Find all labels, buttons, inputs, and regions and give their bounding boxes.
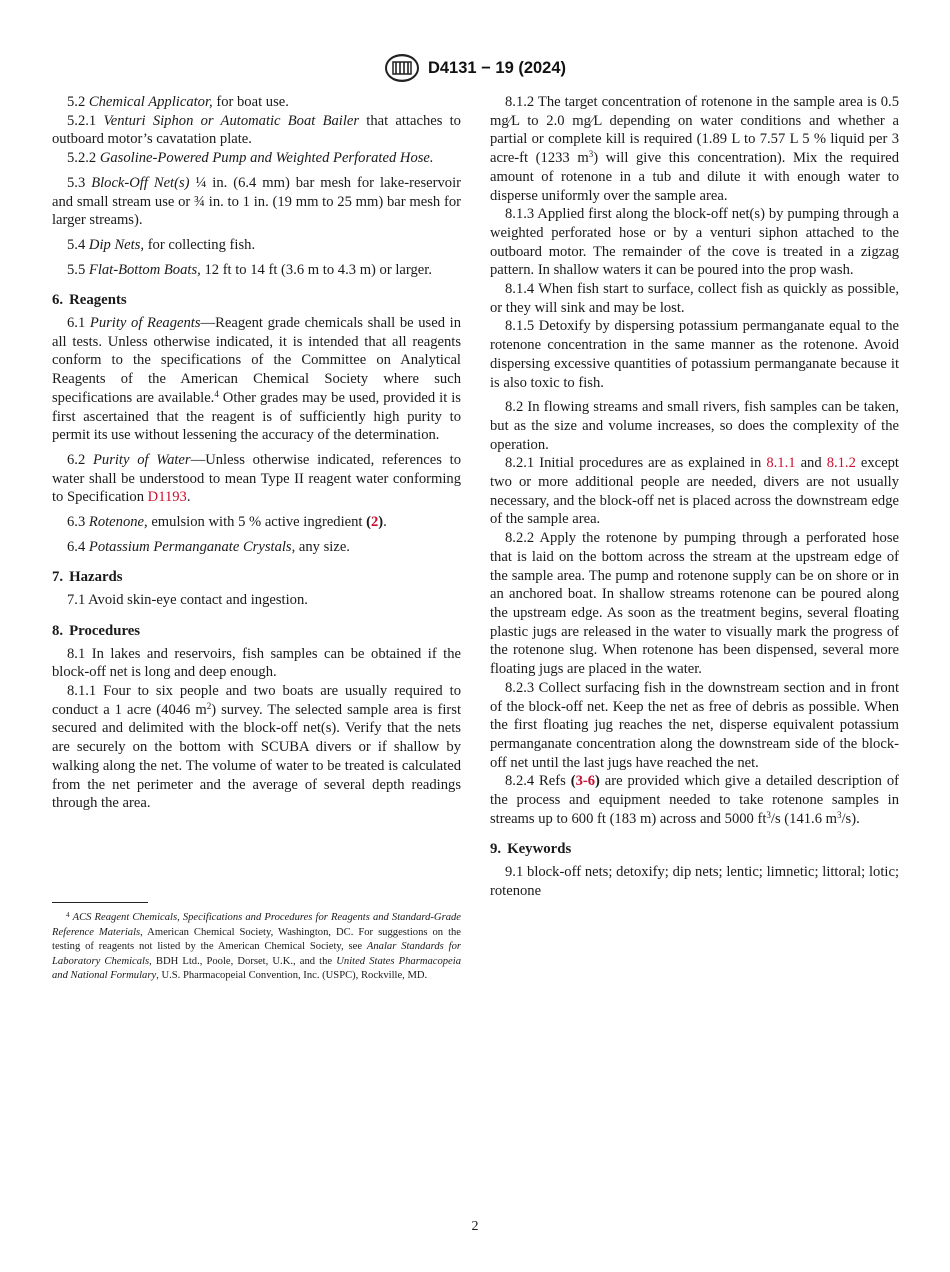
heading-keywords: 9. Keywords (490, 841, 572, 858)
section-8-1-5: 8.1.5 Detoxify by dispersing potassium permanganate equal to the rotenone concentration in the same manner as the rotenone. Avoid dispersing excessive quantities of potassium permanganate because it is also toxic to fish. (490, 318, 899, 391)
astm-logo-icon (384, 53, 420, 83)
link-8-1-1[interactable]: 8.1.1 (766, 455, 796, 472)
document-designation: D4131 − 19 (2024) (427, 58, 567, 77)
heading-hazards: 7. Hazards (52, 569, 123, 586)
section-8-1-3: 8.1.3 Applied first along the block-off net(s) by pumping through a weighted perforated hose or by a venturi siphon attached to the outboard motor. The remainder of the cove is treated in a zigzag pattern. In shallow waters it can be poured into the prop wash. (490, 206, 899, 279)
section-8-2-4: 8.2.4 Refs (3-6) are provided which give a detailed description of the process and equipment needed to take rotenone samples in streams up to 600 ft (183 m) across and 5000 $ft^3/s$ (141.6 $m^3/s$). (490, 773, 899, 827)
section-5-5: 5.5 Flat-Bottom Boats, 12 ft to 14 ft (3.6 m to 4.3 m) or larger. (67, 261, 432, 278)
section-6-2: 6.2 Purity of Water—Unless otherwise indicated, references to water shall be understood to mean Type II reagent water conforming to Specification D1193. (52, 451, 461, 506)
heading-reagents: 6. Reagents (52, 292, 127, 309)
section-7-1: 7.1 Avoid skin-eye contact and ingestion. (67, 592, 308, 609)
section-8-1-2: 8.1.2 The target concentration of rotenone in the sample area is 0.5 mg⁄L to 2.0 mg⁄L depending on water conditions and whether a partial or complete kill is required (1.89 L to 7.57 L 5 % liquid per 3 acre-ft (1233 $m^3$) will give this concentration). Mix the required amount of rotenone in a tub and dilute it with enough water to disperse uniformly over the sample area. (490, 94, 899, 204)
section-5-3: 5.3 Block-Off Net(s) ¼ in. (6.4 mm) bar mesh for lake-reservoir and small stream use or ¾ in. to 1 in. (19 mm to 25 mm) bar mesh for larger streams). (52, 174, 461, 229)
link-8-1-2[interactable]: 8.1.2 (826, 455, 856, 472)
ref-link-2[interactable]: 2 (371, 514, 379, 531)
section-5-2-1: 5.2.1 Venturi Siphon or Automatic Boat Bailer that attaches to outboard motor’s cavatation plate. (52, 112, 461, 148)
section-6-1: 6.1 Purity of Reagents—Reagent grade chemicals shall be used in all tests. Unless otherwise indicated, it is intended that all reagents conform to the specifications of the Committee on Analytical Reagents of the American Chemical Society where such specifications are available.$^4$ Other grades may be used, provided it is first ascertained that the reagent is of sufficiently high purity to permit its use without lessening the accuracy of the determination. (52, 315, 462, 444)
section-8-1-1: 8.1.1 Four to six people and two boats are usually required to conduct a 1 acre (4046 $m^2$) survey. The selected sample area is first secured and delimited with the block-off net(s). Verify that the nets are securely on the bottom with SCUBA divers or if shallow by walking along the net. The volume of water to be treated is calculated from the net perimeter and the average of several depth readings through the area. (52, 682, 461, 812)
link-d1193[interactable]: D1193 (147, 489, 187, 506)
section-5-2: 5.2 Chemical Applicator, for boat use. (67, 94, 289, 110)
section-8-2-3: 8.2.3 Collect surfacing fish in the downstream section and in front of the block-off net. Keep the net as free of debris as possible. When the first floating jug reaches the net, disperse equivalent potassium permanganate concentration along the downstream side of the block-off net until the last jugs have reached the net. (490, 679, 899, 771)
section-8-2: 8.2 In flowing streams and small rivers, fish samples can be taken, but as the size and volume increases, so does the complexity of the operation. (490, 399, 899, 453)
section-9-1: 9.1 block-off nets; detoxify; dip nets; lentic; limnetic; littoral; lotic; rotenone (490, 864, 899, 899)
footnote-divider (52, 902, 148, 903)
section-8-1: 8.1 In lakes and reservoirs, fish samples can be obtained if the block-off net is long and deep enough. (52, 645, 461, 681)
section-5-4: 5.4 Dip Nets, for collecting fish. (67, 236, 256, 253)
left-column (52, 93, 461, 813)
page-number: 2 (471, 1219, 479, 1234)
section-8-2-1: 8.2.1 Initial procedures are as explained in 8.1.1 and 8.1.2 except two or more additional people are needed, divers are not usually necessary, and the block-off net is placed across the downstream edge of the sample area. (490, 455, 899, 528)
heading-procedures: 8. Procedures (52, 622, 141, 639)
section-6-3: 6.3 Rotenone, emulsion with 5 % active ingredient (2). (67, 514, 387, 531)
section-5-2-2: 5.2.2 Gasoline-Powered Pump and Weighted Perforated Hose. (67, 150, 434, 167)
section-8-1-4: 8.1.4 When fish start to surface, collect fish as quickly as possible, or they will sink and may be lost. (490, 281, 899, 316)
right-column (490, 93, 899, 901)
ref-link-3-6[interactable]: 3-6 (575, 773, 596, 790)
section-8-2-2: 8.2.2 Apply the rotenone by pumping through a perforated hose that is laid on the bottom across the stream at the upstream edge of the sample area. The pump and rotenone supply can be on shore or in an anchored boat. In shallow streams rotenone can be poured along the upstream edge. As soon as the treatment begins, several floating plastic jugs are released in the water to visually mark the progress of the rotenone slug. When rotenone has been dispensed, several more floating jugs are placed in the water. (490, 530, 899, 678)
page-header (0, 52, 950, 84)
section-6-4: 6.4 Potassium Permanganate Crystals, any size. (67, 538, 350, 555)
footnote-4: $^4$ ACS Reagent Chemicals, Specifications and Procedures for Reagents and Standard-Grade Reference Materials, American Chemical Society, Washington, DC. For suggestions on the testing of reagents not listed by the American Chemical Society, see Analar Standards for Laboratory Chemicals, BDH Ltd., Poole, Dorset, U.K., and the United States Pharmacopeia and National Formulary, U.S. Pharmacopeial Convention, Inc. (USPC), Rockville, MD. (52, 911, 462, 982)
